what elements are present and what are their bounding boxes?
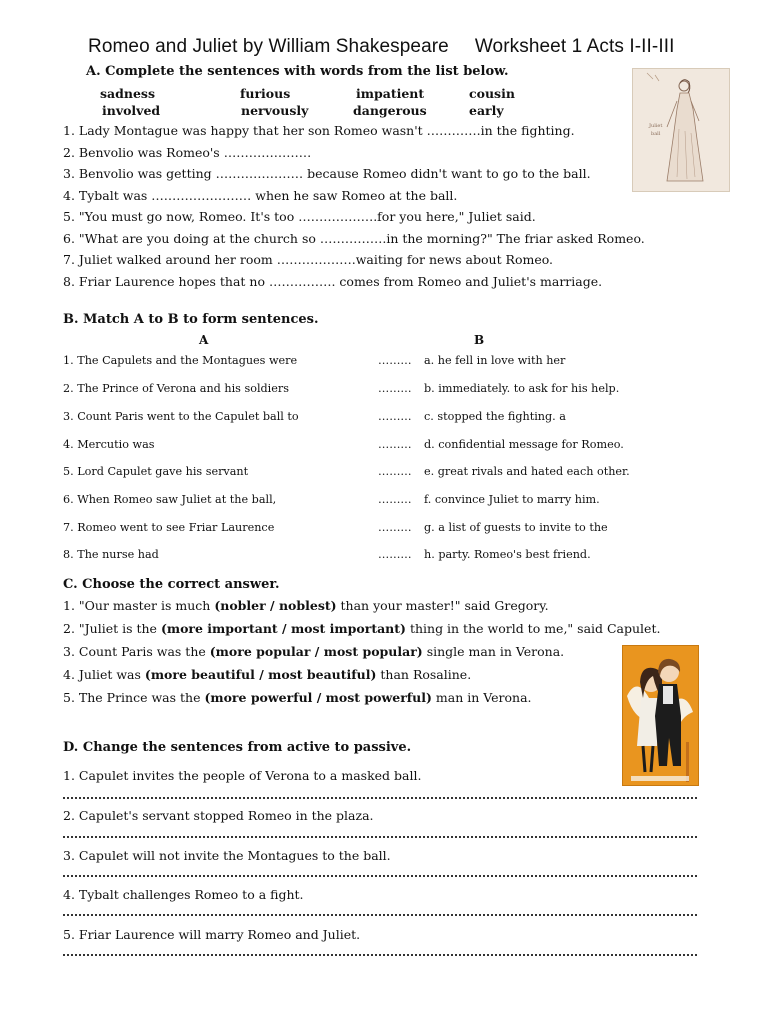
item-text: 1. "Our master is much: [63, 598, 215, 613]
section-c-item: [63, 644, 564, 659]
title-main: Romeo and Juliet by William Shakespeare: [88, 36, 449, 57]
answer-line[interactable]: [63, 912, 697, 916]
word-bank-row-1: [100, 86, 560, 103]
match-a-text: 2. The Prince of Verona and his soldiers: [63, 382, 289, 395]
match-a-text: 1. The Capulets and the Montagues were: [63, 354, 298, 367]
word-bank-word: impatient: [356, 86, 425, 101]
section-d-item: 5. Friar Laurence will marry Romeo and Juliet.: [63, 927, 361, 942]
section-a-sentence: 6. "What are you doing at the church so …………….in the morning?" The friar asked Romeo.: [63, 231, 645, 246]
section-d-item: 3. Capulet will not invite the Montagues to the ball.: [63, 848, 391, 863]
section-a-sentence: 3. Benvolio was getting ………………… because Romeo didn't want to go to the ball.: [63, 166, 591, 181]
item-text: 4. Juliet was: [63, 667, 145, 682]
couple-cartoon-icon: [623, 646, 698, 785]
word-bank-word: dangerous: [353, 103, 427, 118]
word-bank-word: sadness: [100, 86, 155, 101]
item-text: single man in Verona.: [422, 644, 565, 659]
match-blank: ………: [378, 354, 412, 367]
answer-choice: (more beautiful / most beautiful): [144, 667, 377, 682]
item-text: than Rosaline.: [376, 667, 472, 682]
section-d-item: 1. Capulet invites the people of Verona to a masked ball.: [63, 768, 422, 783]
section-c-item: [63, 598, 549, 613]
match-a-text: 8. The nurse had: [63, 548, 159, 561]
svg-text:ball: ball: [651, 131, 661, 137]
match-row: [63, 410, 683, 426]
match-blank: ………: [378, 382, 412, 395]
match-b-text: c. stopped the fighting. a: [424, 410, 566, 423]
match-a-text: 3. Count Paris went to the Capulet ball to: [63, 410, 299, 423]
match-blank: ………: [378, 465, 412, 478]
title-sub: Worksheet 1 Acts I-II-III: [474, 36, 675, 57]
romeo-juliet-cartoon-image: [622, 645, 699, 786]
item-text: than your master!" said Gregory.: [336, 598, 549, 613]
item-text: 3. Count Paris was the: [63, 644, 210, 659]
match-b-text: g. a list of guests to invite to the: [424, 521, 608, 534]
section-c-item: [63, 621, 660, 636]
match-row: [63, 548, 683, 564]
item-text: man in Verona.: [431, 690, 532, 705]
match-row: [63, 493, 683, 509]
section-a-sentence: 4. Tybalt was …………………… when he saw Romeo at the ball.: [63, 188, 458, 203]
section-d-item: 4. Tybalt challenges Romeo to a fight.: [63, 887, 304, 902]
answer-line[interactable]: [63, 834, 697, 838]
match-b-text: b. immediately. to ask for his help.: [424, 382, 620, 395]
word-bank-word: furious: [240, 86, 291, 101]
match-row: [63, 465, 683, 481]
answer-choice: (nobler / noblest): [214, 598, 337, 613]
match-blank: ………: [378, 438, 412, 451]
match-a-text: 6. When Romeo saw Juliet at the ball,: [63, 493, 277, 506]
section-c-heading: C. Choose the correct answer.: [63, 577, 280, 592]
match-a-text: 5. Lord Capulet gave his servant: [63, 465, 249, 478]
item-text: thing in the world to me," said Capulet.: [405, 621, 661, 636]
answer-line[interactable]: [63, 952, 697, 956]
match-b-text: a. he fell in love with her: [424, 354, 566, 367]
item-text: 2. "Juliet is the: [63, 621, 161, 636]
section-a-sentence: 7. Juliet walked around her room ……………….waiting for news about Romeo.: [63, 252, 554, 267]
match-b-text: e. great rivals and hated each other.: [424, 465, 630, 478]
match-b-text: f. convince Juliet to marry him.: [424, 493, 600, 506]
section-c-item: [63, 667, 471, 682]
answer-line[interactable]: [63, 795, 697, 799]
answer-line[interactable]: [63, 873, 697, 877]
section-a-sentence: 2. Benvolio was Romeo's …………………: [63, 145, 312, 160]
section-a-sentence: 8. Friar Laurence hopes that no ……………. comes from Romeo and Juliet's marriage.: [63, 274, 603, 289]
word-bank-word: nervously: [241, 103, 309, 118]
answer-choice: (more popular / most popular): [209, 644, 423, 659]
section-b-heading: B. Match A to B to form sentences.: [63, 312, 319, 327]
answer-choice: (more important / most important): [160, 621, 406, 636]
column-a-label: A: [199, 333, 209, 347]
match-blank: ………: [378, 521, 412, 534]
word-bank: [100, 86, 560, 120]
word-bank-word: early: [469, 103, 504, 118]
item-text: 5. The Prince was the: [63, 690, 205, 705]
match-row: [63, 382, 683, 398]
match-row: [63, 438, 683, 454]
match-a-text: 4. Mercutio was: [63, 438, 155, 451]
section-d-item: 2. Capulet's servant stopped Romeo in the plaza.: [63, 808, 374, 823]
juliet-figure-icon: [633, 69, 729, 191]
match-row: [63, 354, 683, 370]
match-blank: ………: [378, 410, 412, 423]
worksheet-title: [88, 36, 748, 58]
match-b-text: h. party. Romeo's best friend.: [424, 548, 591, 561]
word-bank-word: involved: [102, 103, 161, 118]
word-bank-word: cousin: [469, 86, 515, 101]
match-blank: ………: [378, 493, 412, 506]
match-a-text: 7. Romeo went to see Friar Laurence: [63, 521, 275, 534]
column-b-label: B: [474, 333, 485, 347]
match-blank: ………: [378, 548, 412, 561]
section-c-item: [63, 690, 532, 705]
section-a-heading: A. Complete the sentences with words from the list below.: [86, 64, 509, 79]
svg-text:Juliet: Juliet: [649, 123, 663, 129]
section-a-sentence: 1. Lady Montague was happy that her son Romeo wasn't ………….in the fighting.: [63, 123, 575, 138]
match-row: [63, 521, 683, 537]
word-bank-row-2: [100, 103, 560, 120]
juliet-sketch-image: [632, 68, 730, 192]
match-b-text: d. confidential message for Romeo.: [424, 438, 624, 451]
answer-choice: (more powerful / most powerful): [204, 690, 432, 705]
section-a-sentence: 5. "You must go now, Romeo. It's too ……………….for you here," Juliet said.: [63, 209, 536, 224]
section-d-heading: D. Change the sentences from active to passive.: [63, 740, 412, 755]
